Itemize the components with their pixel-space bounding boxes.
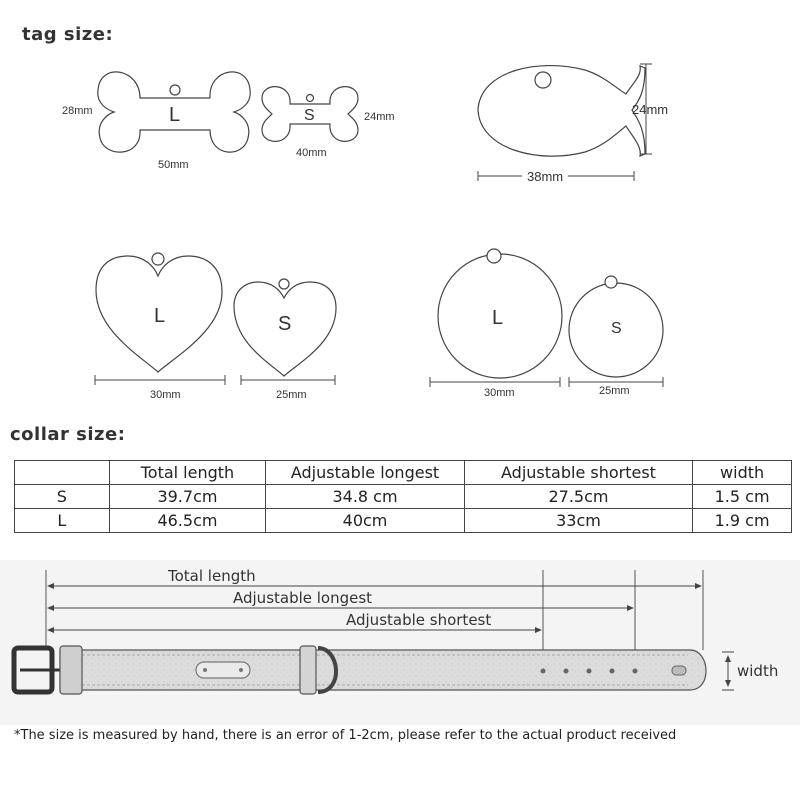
fish-tag xyxy=(478,64,668,184)
table-header-cell: Adjustable longest xyxy=(266,461,465,485)
heart-tag-small xyxy=(234,279,336,401)
table-cell: 1.9 cm xyxy=(693,509,792,533)
collar-strap xyxy=(60,650,706,690)
adjustable-shortest-label: Adjustable shortest xyxy=(346,611,492,629)
fish-width-label: 38mm xyxy=(527,169,564,184)
round-small-letter: S xyxy=(611,320,622,337)
table-cell: L xyxy=(15,509,110,533)
collar-size-heading: collar size: xyxy=(10,424,126,445)
heart-large-letter: L xyxy=(154,305,166,327)
table-cell: 27.5cm xyxy=(464,485,692,509)
round-large-letter: L xyxy=(492,307,504,329)
round-tag-large xyxy=(430,249,562,399)
bone-large-width-label: 50mm xyxy=(158,159,189,171)
table-row xyxy=(15,509,792,533)
heart-tag-large xyxy=(95,253,225,401)
bone-small-height-label: 24mm xyxy=(364,111,395,123)
table-row xyxy=(15,485,792,509)
table-cell: 46.5cm xyxy=(109,509,266,533)
collar-diagram xyxy=(0,560,800,730)
round-tag-small xyxy=(569,276,663,397)
table-cell: 34.8 cm xyxy=(266,485,465,509)
fish-height-label: 24mm xyxy=(632,102,669,117)
table-header-row xyxy=(15,461,792,485)
table-cell: 33cm xyxy=(464,509,692,533)
measurement-footnote: *The size is measured by hand, there is an error of 1-2cm, please refer to the actual product received xyxy=(14,728,677,743)
round-small-width-label: 25mm xyxy=(599,385,630,397)
bone-large-letter: L xyxy=(169,104,181,126)
table-cell: S xyxy=(15,485,110,509)
table-header-cell: width xyxy=(693,461,792,485)
bone-large-height-label: 28mm xyxy=(62,105,93,117)
heart-small-letter: S xyxy=(278,313,292,335)
bone-small-width-label: 40mm xyxy=(296,147,327,159)
round-large-width-label: 30mm xyxy=(484,387,515,399)
table-cell: 1.5 cm xyxy=(693,485,792,509)
heart-small-width-label: 25mm xyxy=(276,389,307,401)
bone-tag-small xyxy=(262,87,395,159)
table-cell: 40cm xyxy=(266,509,465,533)
bone-small-letter: S xyxy=(304,107,315,124)
total-length-label: Total length xyxy=(168,567,256,585)
collar-size-table xyxy=(14,460,792,533)
bone-tag-large xyxy=(62,72,250,171)
table-header-cell: Total length xyxy=(109,461,266,485)
table-header-cell xyxy=(15,461,110,485)
width-label: width xyxy=(737,662,779,680)
tag-size-heading: tag size: xyxy=(22,24,114,45)
table-cell: 39.7cm xyxy=(109,485,266,509)
adjustable-longest-label: Adjustable longest xyxy=(233,589,373,607)
name-plate xyxy=(196,662,250,678)
table-header-cell: Adjustable shortest xyxy=(464,461,692,485)
heart-large-width-label: 30mm xyxy=(150,389,181,401)
